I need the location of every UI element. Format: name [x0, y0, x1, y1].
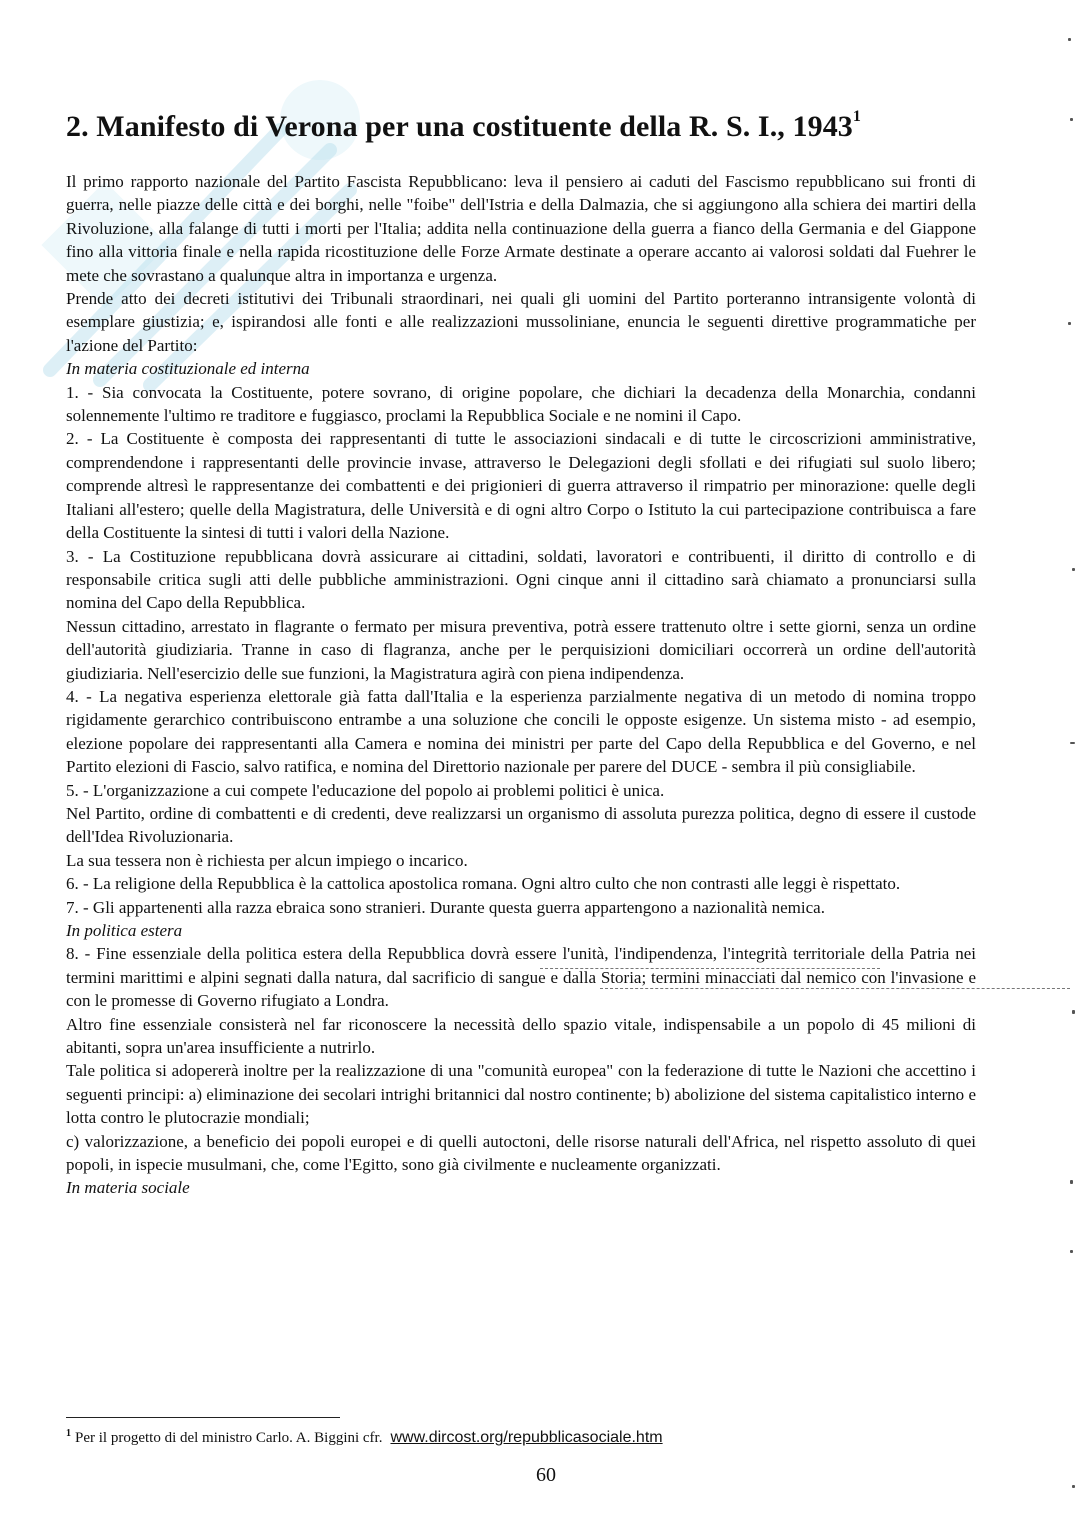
scan-speck	[1070, 1180, 1073, 1184]
paragraph: 5. - L'organizzazione a cui compete l'educazione del popolo ai problemi politici è unica.	[66, 780, 665, 800]
paragraph: 6. - La religione della Repubblica è la cattolica apostolica romana. Ogni altro culto che non contrasti alle leggi è rispettato.	[66, 874, 901, 894]
paragraph: c) valorizzazione, a beneficio dei popoli europei e di quelli autoctoni, delle risorse naturali dell'Africa, nel rispetto assoluto di quei popoli, in ispecie musulmani, che, come l'Egitto, sono già civilmente e nucleamente organizzati.	[66, 1131, 976, 1175]
scan-speck	[1068, 38, 1071, 41]
page-title	[66, 110, 861, 144]
paragraph: Tale politica si adopererà inoltre per la realizzazione di una "comunità europea" con la federazione di tutte le Nazioni che accettino i seguenti principi: a) eliminazione dei secolari intrighi britannici dal nostro continente; b) abolizione del sistema capitalistico interno e lotta contro le plutocrazie mondiali;	[66, 1061, 976, 1128]
paragraph: Prende atto dei decreti istitutivi dei Tribunali straordinari, nei quali gli uomini del Partito porteranno intransigente volontà di esemplare giustizia; e, ispirandosi alle fonti e alle realizzazioni mussoliniane, enuncia le seguenti direttive programmatiche per l'azione del Partito:	[66, 289, 976, 355]
paragraph: 4. - La negativa esperienza elettorale già fatta dall'Italia e la esperienza parzialmente negativa di un metodo di nomina troppo rigidamente gerarchico contribuiscono entrambe a una soluzione che concili le opposte esigenze. Un sistema misto - ad esempio, elezione popolare dei rappresentanti alla Camera e nomina dei ministri per parte del Capo della Repubblica e del Governo, e nel Partito elezioni di Fascio, salvo ratifica, e nomina del Direttorio nazionale per parere del DUCE - sembra il più consigliabile.	[66, 686, 976, 777]
scan-speck	[1072, 568, 1075, 571]
scan-speck	[1068, 322, 1071, 325]
scan-speck	[1070, 1250, 1073, 1253]
paragraph: Nessun cittadino, arrestato in flagrante o fermato per misura preventiva, potrà essere trattenuto oltre i sette giorni, senza un ordine dell'autorità giudiziaria. Tranne in caso di flagranza, anche per le perquisizioni domiciliari occorrerà un ordine dell'autorità giudiziaria. Nell'esercizio delle sue funzioni, la Magistratura agirà con piena indipendenza.	[66, 616, 976, 683]
document-body	[66, 170, 976, 1200]
page-number: 60	[536, 1464, 556, 1486]
section-heading: In politica estera	[66, 921, 183, 940]
scan-speck	[1072, 1010, 1075, 1014]
paragraph: 8. - Fine essenziale della politica estera della Repubblica dovrà essere l'unità, l'indipendenza, l'integrità territoriale della Patria nei termini marittimi e alpini segnati dalla natura, dal sacrificio di sangue e dalla Storia; termini minacciati dal nemico con l'invasione e con le promesse di Governo rifugiato a Londra.	[66, 944, 976, 1011]
scan-speck	[1072, 1485, 1075, 1488]
paragraph: La sua tessera non è richiesta per alcun impiego o incarico.	[66, 850, 468, 870]
scan-speck	[1070, 742, 1075, 744]
paragraph: 3. - La Costituzione repubblicana dovrà assicurare ai cittadini, soldati, lavoratori e contribuenti, il diritto di controllo e di responsabile critica sugli atti delle pubbliche amministrazioni. Ogni cinque anni il cittadino sarà chiamato a pronunciarsi sulla nomina del Capo della Repubblica.	[66, 546, 976, 613]
paragraph: Il primo rapporto nazionale del Partito Fascista Repubblicano: leva il pensiero ai caduti del Fascismo repubblicano sui fronti di guerra, nelle piazze delle città e dei borghi, nelle "foibe" dell'Istria e della Dalmazia, che si aggiungono alla schiera dei martiri della Rivoluzione, alla falange di tutti i morti per l'Italia; addita nella continuazione della guerra a fianco della Germania e del Giappone fino alla vittoria finale e nella rapida ricostituzione delle Forze Armate destinate a operare accanto ai valorosi soldati dal Fuehrer le mete che sovrastano a qualunque altra in importanza e urgenza.	[66, 172, 976, 285]
scan-dash	[600, 988, 1070, 989]
footnote-divider	[66, 1417, 340, 1418]
footnote-link[interactable]: www.dircost.org/repubblicasociale.htm	[390, 1429, 663, 1446]
paragraph: Nel Partito, ordine di combattenti e di credenti, deve realizzarsi un organismo di assoluta purezza politica, degno di essere il custode dell'Idea Rivoluzionaria.	[66, 803, 976, 847]
paragraph: 7. - Gli appartenenti alla razza ebraica sono stranieri. Durante questa guerra appartengono a nazionalità nemica.	[66, 897, 825, 917]
paragraph: 2. - La Costituente è composta dei rappresentanti di tutte le associazioni sindacali e di tutte le circoscrizioni amministrative, comprendendone i rappresentanti delle provincie invase, attraverso le Delegazioni degli sfollati e dei rifugiati sul suolo libero; comprende altresì le rappresentanze dei combattenti e dei prigionieri di guerra attraverso il rimpatrio per minorazione: quelle degli Italiani all'estero; quelle della Magistratura, delle Università e di ogni altro Corpo o Istituto la cui partecipazione contribuisca a fare della Costituente la sintesi di tutti i valori della Nazione.	[66, 429, 976, 543]
title-text: 2. Manifesto di Verona per una costituente della R. S. I., 1943	[66, 110, 853, 143]
footnote-marker: 1	[66, 1428, 71, 1439]
section-heading: In materia costituzionale ed interna	[66, 359, 310, 379]
section-heading: In materia sociale	[66, 1178, 190, 1198]
footnote-text: Per il progetto di del ministro Carlo. A. Biggini cfr.	[75, 1430, 383, 1446]
scan-dash	[540, 968, 880, 969]
title-footnote-ref[interactable]: 1	[852, 108, 862, 125]
footnote	[66, 1428, 663, 1447]
paragraph: 1. - Sia convocata la Costituente, potere sovrano, di origine popolare, che dichiari la decadenza della Monarchia, condanni solennemente l'ultimo re traditore e fuggiasco, proclami la Repubblica Sociale e ne nomini il Capo.	[66, 382, 976, 426]
paragraph: Altro fine essenziale consisterà nel far riconoscere la necessità dello spazio vitale, indispensabile a un popolo di 45 milioni di abitanti, sopra un'area insufficiente a nutrirlo.	[66, 1014, 976, 1058]
scan-speck	[1070, 118, 1073, 121]
